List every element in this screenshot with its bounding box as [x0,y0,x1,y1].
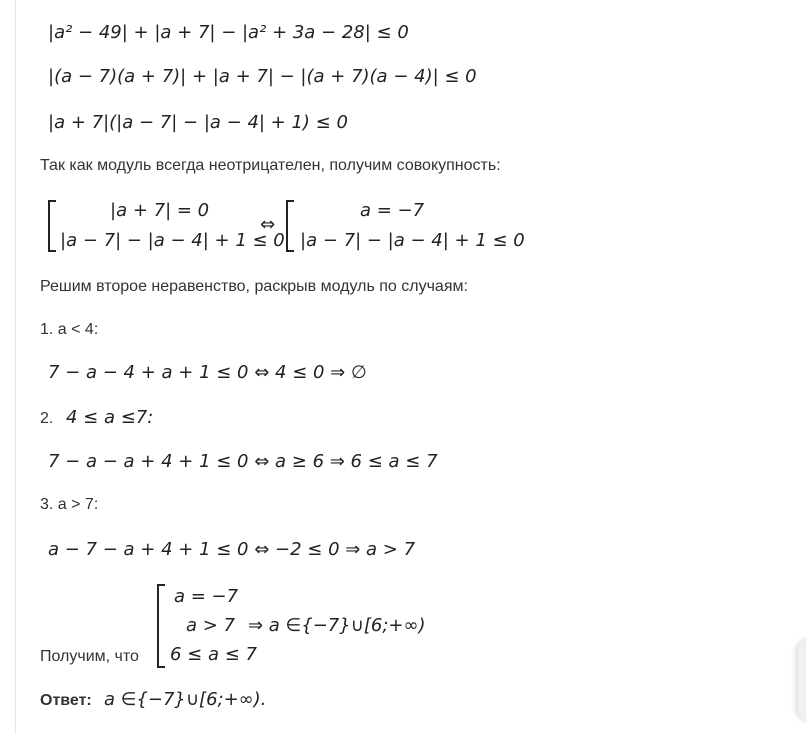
get-text: Получим, что [40,648,139,665]
case2-condition: 4 ≤ a ≤7: [66,407,154,428]
equation-line-3: |a + 7|(|a − 7| − |a − 4| + 1) ≤ 0 [48,112,348,133]
system2-row2: a > 7 [186,615,236,636]
system2-result: ⇒ a ∈{−7}∪[6;+∞) [248,615,426,636]
equation-line-2: |(a − 7)(a + 7)| + |a + 7| − |(a + 7)(a − 4)| ≤ 0 [48,66,477,87]
answer-label: Ответ: [40,692,92,709]
case2-equation: 7 − a − a + 4 + 1 ≤ 0 ⇔ a ≥ 6 ⇒ 6 ≤ a ≤ 7 [48,451,438,472]
case1-equation: 7 − a − 4 + a + 1 ≤ 0 ⇔ 4 ≤ 0 ⇒ ∅ [48,362,367,383]
case2-number: 2. [40,410,54,427]
scroll-edge-shadow [798,640,806,720]
set-bracket-left [48,200,56,252]
set-bracket-final [157,584,165,668]
system1-right-row2: |a − 7| − |a − 4| + 1 ≤ 0 [300,230,525,251]
system1-left-row1: |a + 7| = 0 [110,200,210,221]
system1-right-row1: a = −7 [360,200,425,221]
solve-text: Решим второе неравенство, раскрыв модуль по случаям: [40,278,468,295]
case3-label: 3. a > 7: [40,496,99,513]
content-left-border [15,0,16,734]
system1-left-row2: |a − 7| − |a − 4| + 1 ≤ 0 [60,230,285,251]
case1-label: 1. a < 4: [40,321,99,338]
equivalence-symbol: ⇔ [260,214,276,235]
equation-line-1: |a² − 49| + |a + 7| − |a² + 3a − 28| ≤ 0 [48,22,409,43]
system2-row1: a = −7 [174,586,239,607]
set-bracket-right [286,200,294,252]
answer-value: a ∈{−7}∪[6;+∞). [104,689,267,710]
system2-row3: 6 ≤ a ≤ 7 [170,644,257,665]
case3-equation: a − 7 − a + 4 + 1 ≤ 0 ⇔ −2 ≤ 0 ⇒ a > 7 [48,539,416,560]
since-text: Так как модуль всегда неотрицателен, получим совокупность: [40,157,501,174]
